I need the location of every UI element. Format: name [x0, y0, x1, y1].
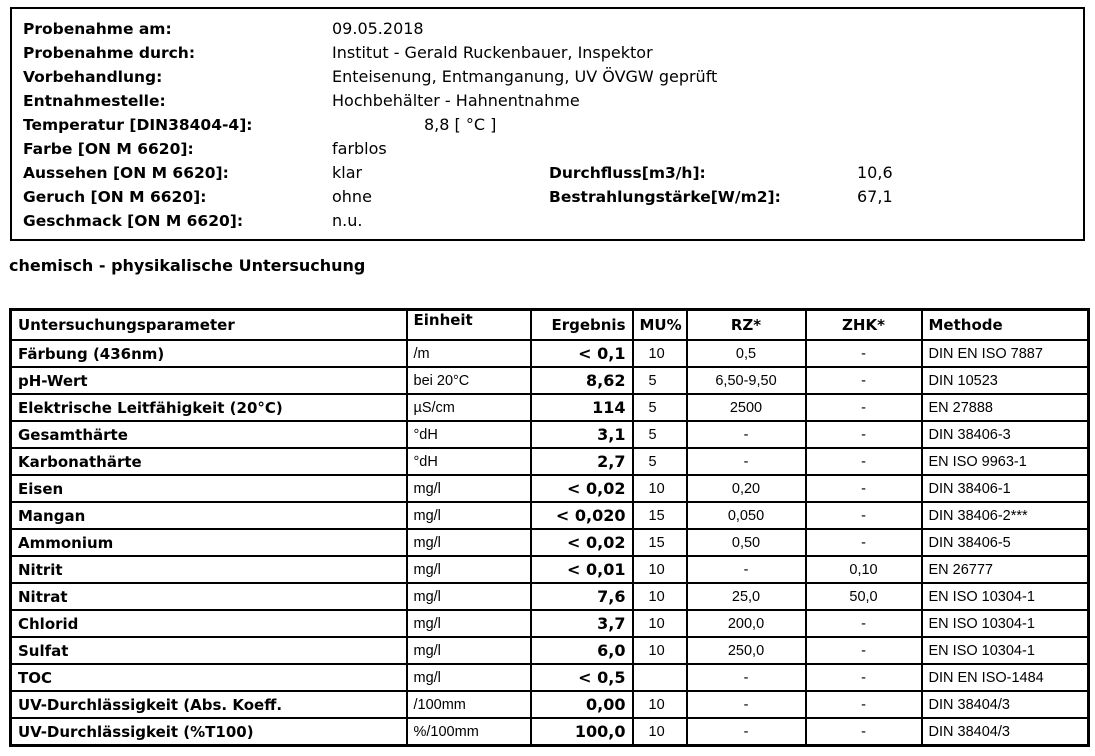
- cell-mu: 10: [633, 637, 687, 664]
- cell-param: Ammonium: [11, 529, 407, 556]
- cell-method: DIN 38404/3: [922, 718, 1089, 746]
- cell-method: DIN EN ISO-1484: [922, 664, 1089, 691]
- info-row-sampling-date: [12, 17, 1083, 41]
- cell-mu: 10: [633, 718, 687, 746]
- cell-param: Mangan: [11, 502, 407, 529]
- cell-unit: °dH: [407, 448, 531, 475]
- cell-zhk: -: [806, 664, 922, 691]
- cell-param: Karbonathärte: [11, 448, 407, 475]
- info-row-appearance: [12, 161, 1083, 185]
- cell-mu: 10: [633, 583, 687, 610]
- cell-method: EN ISO 9963-1: [922, 448, 1089, 475]
- info-value: klar: [332, 163, 363, 182]
- table-row: [11, 367, 1089, 394]
- cell-param: TOC: [11, 664, 407, 691]
- info-label: Aussehen [ON M 6620]:: [23, 164, 229, 182]
- info-value-flow: 10,6: [857, 163, 893, 182]
- table-row: [11, 583, 1089, 610]
- info-label: Farbe [ON M 6620]:: [23, 140, 194, 158]
- cell-rz: 25,0: [687, 583, 806, 610]
- cell-method: DIN 38406-2***: [922, 502, 1089, 529]
- info-value: farblos: [332, 139, 387, 158]
- table-row: [11, 340, 1089, 367]
- results-table: [9, 308, 1090, 747]
- info-value: Enteisenung, Entmanganung, UV ÖVGW geprüft: [332, 67, 718, 86]
- table-row: [11, 394, 1089, 421]
- cell-mu: 5: [633, 394, 687, 421]
- cell-method: EN 26777: [922, 556, 1089, 583]
- table-row: [11, 664, 1089, 691]
- cell-unit: mg/l: [407, 556, 531, 583]
- info-value: n.u.: [332, 211, 363, 230]
- cell-param: Eisen: [11, 475, 407, 502]
- cell-result: < 0,01: [531, 556, 633, 583]
- info-value: Hochbehälter - Hahnentnahme: [332, 91, 580, 110]
- table-row: [11, 529, 1089, 556]
- table-row: [11, 475, 1089, 502]
- info-label: Geschmack [ON M 6620]:: [23, 212, 244, 230]
- cell-method: DIN 10523: [922, 367, 1089, 394]
- cell-result: 3,1: [531, 421, 633, 448]
- table-row: [11, 448, 1089, 475]
- header-param: Untersuchungsparameter: [11, 310, 407, 341]
- cell-rz: -: [687, 421, 806, 448]
- table-row: [11, 421, 1089, 448]
- cell-unit: mg/l: [407, 610, 531, 637]
- cell-unit: mg/l: [407, 637, 531, 664]
- cell-param: Nitrit: [11, 556, 407, 583]
- header-unit: Einheit: [407, 310, 531, 341]
- info-row-color: [12, 137, 1083, 161]
- info-label: Geruch [ON M 6620]:: [23, 188, 207, 206]
- cell-mu: [633, 664, 687, 691]
- cell-rz: 200,0: [687, 610, 806, 637]
- results-table-body: [11, 340, 1089, 746]
- info-label: Temperatur [DIN38404-4]:: [23, 116, 253, 134]
- cell-unit: µS/cm: [407, 394, 531, 421]
- cell-method: DIN 38406-1: [922, 475, 1089, 502]
- info-label: Probenahme am:: [23, 20, 172, 38]
- cell-zhk: -: [806, 610, 922, 637]
- cell-zhk: -: [806, 394, 922, 421]
- cell-method: EN ISO 10304-1: [922, 610, 1089, 637]
- info-label: Entnahmestelle:: [23, 92, 166, 110]
- cell-result: < 0,02: [531, 475, 633, 502]
- table-row: [11, 502, 1089, 529]
- info-label-irradiance: Bestrahlungstärke[W/m2]:: [549, 188, 781, 206]
- cell-param: Sulfat: [11, 637, 407, 664]
- cell-param: Elektrische Leitfähigkeit (20°C): [11, 394, 407, 421]
- table-row: [11, 691, 1089, 718]
- cell-result: < 0,02: [531, 529, 633, 556]
- cell-mu: 10: [633, 691, 687, 718]
- cell-param: Gesamthärte: [11, 421, 407, 448]
- cell-method: EN ISO 10304-1: [922, 637, 1089, 664]
- cell-result: 2,7: [531, 448, 633, 475]
- cell-zhk: -: [806, 475, 922, 502]
- cell-rz: -: [687, 718, 806, 746]
- cell-result: 0,00: [531, 691, 633, 718]
- cell-unit: mg/l: [407, 583, 531, 610]
- header-mu: MU%: [633, 310, 687, 341]
- cell-zhk: -: [806, 502, 922, 529]
- cell-mu: 15: [633, 529, 687, 556]
- cell-rz: 250,0: [687, 637, 806, 664]
- cell-rz: -: [687, 691, 806, 718]
- cell-rz: 2500: [687, 394, 806, 421]
- table-row: [11, 718, 1089, 746]
- cell-method: DIN EN ISO 7887: [922, 340, 1089, 367]
- cell-zhk: -: [806, 367, 922, 394]
- cell-param: pH-Wert: [11, 367, 407, 394]
- cell-unit: °dH: [407, 421, 531, 448]
- info-row-odor: [12, 185, 1083, 209]
- cell-rz: -: [687, 556, 806, 583]
- cell-result: < 0,1: [531, 340, 633, 367]
- cell-method: DIN 38406-3: [922, 421, 1089, 448]
- table-row: [11, 610, 1089, 637]
- sample-info-box: [10, 7, 1085, 241]
- cell-result: 3,7: [531, 610, 633, 637]
- table-header-row: [11, 310, 1089, 341]
- cell-result: 8,62: [531, 367, 633, 394]
- header-result: Ergebnis: [531, 310, 633, 341]
- cell-unit: /100mm: [407, 691, 531, 718]
- header-zhk: ZHK*: [806, 310, 922, 341]
- info-row-temperature: [12, 113, 1083, 137]
- info-row-sampled-by: [12, 41, 1083, 65]
- info-label: Vorbehandlung:: [23, 68, 163, 86]
- cell-param: Nitrat: [11, 583, 407, 610]
- cell-zhk: -: [806, 448, 922, 475]
- cell-param: UV-Durchlässigkeit (Abs. Koeff.: [11, 691, 407, 718]
- cell-mu: 10: [633, 475, 687, 502]
- section-title: chemisch - physikalische Untersuchung: [9, 256, 366, 275]
- cell-unit: mg/l: [407, 502, 531, 529]
- cell-zhk: -: [806, 421, 922, 448]
- cell-param: Färbung (436nm): [11, 340, 407, 367]
- cell-zhk: 50,0: [806, 583, 922, 610]
- header-rz: RZ*: [687, 310, 806, 341]
- cell-zhk: -: [806, 340, 922, 367]
- cell-mu: 5: [633, 448, 687, 475]
- cell-result: < 0,5: [531, 664, 633, 691]
- cell-mu: 10: [633, 340, 687, 367]
- info-label: Probenahme durch:: [23, 44, 196, 62]
- cell-unit: mg/l: [407, 529, 531, 556]
- cell-unit: /m: [407, 340, 531, 367]
- cell-mu: 5: [633, 367, 687, 394]
- cell-result: < 0,020: [531, 502, 633, 529]
- cell-rz: -: [687, 448, 806, 475]
- cell-param: UV-Durchlässigkeit (%T100): [11, 718, 407, 746]
- cell-method: EN ISO 10304-1: [922, 583, 1089, 610]
- cell-mu: 10: [633, 610, 687, 637]
- cell-unit: mg/l: [407, 664, 531, 691]
- info-row-pretreatment: [12, 65, 1083, 89]
- info-label-flow: Durchfluss[m3/h]:: [549, 164, 706, 182]
- info-value: 09.05.2018: [332, 19, 424, 38]
- cell-method: DIN 38406-5: [922, 529, 1089, 556]
- table-row: [11, 556, 1089, 583]
- cell-zhk: -: [806, 529, 922, 556]
- info-value-irradiance: 67,1: [857, 187, 893, 206]
- header-method: Methode: [922, 310, 1089, 341]
- cell-method: EN 27888: [922, 394, 1089, 421]
- cell-zhk: -: [806, 637, 922, 664]
- cell-result: 100,0: [531, 718, 633, 746]
- cell-rz: 0,20: [687, 475, 806, 502]
- cell-rz: 0,50: [687, 529, 806, 556]
- cell-mu: 5: [633, 421, 687, 448]
- cell-unit: mg/l: [407, 475, 531, 502]
- cell-result: 7,6: [531, 583, 633, 610]
- info-value: Institut - Gerald Ruckenbauer, Inspektor: [332, 43, 653, 62]
- cell-rz: 6,50-9,50: [687, 367, 806, 394]
- info-value: ohne: [332, 187, 372, 206]
- cell-unit: bei 20°C: [407, 367, 531, 394]
- cell-mu: 10: [633, 556, 687, 583]
- cell-rz: -: [687, 664, 806, 691]
- cell-result: 6,0: [531, 637, 633, 664]
- info-value: 8,8 [ °C ]: [424, 115, 497, 134]
- cell-mu: 15: [633, 502, 687, 529]
- cell-rz: 0,050: [687, 502, 806, 529]
- cell-rz: 0,5: [687, 340, 806, 367]
- table-row: [11, 637, 1089, 664]
- cell-zhk: -: [806, 691, 922, 718]
- cell-zhk: 0,10: [806, 556, 922, 583]
- cell-zhk: -: [806, 718, 922, 746]
- info-row-taste: [12, 209, 1083, 233]
- cell-result: 114: [531, 394, 633, 421]
- cell-param: Chlorid: [11, 610, 407, 637]
- cell-unit: %/100mm: [407, 718, 531, 746]
- info-row-sampling-point: [12, 89, 1083, 113]
- cell-method: DIN 38404/3: [922, 691, 1089, 718]
